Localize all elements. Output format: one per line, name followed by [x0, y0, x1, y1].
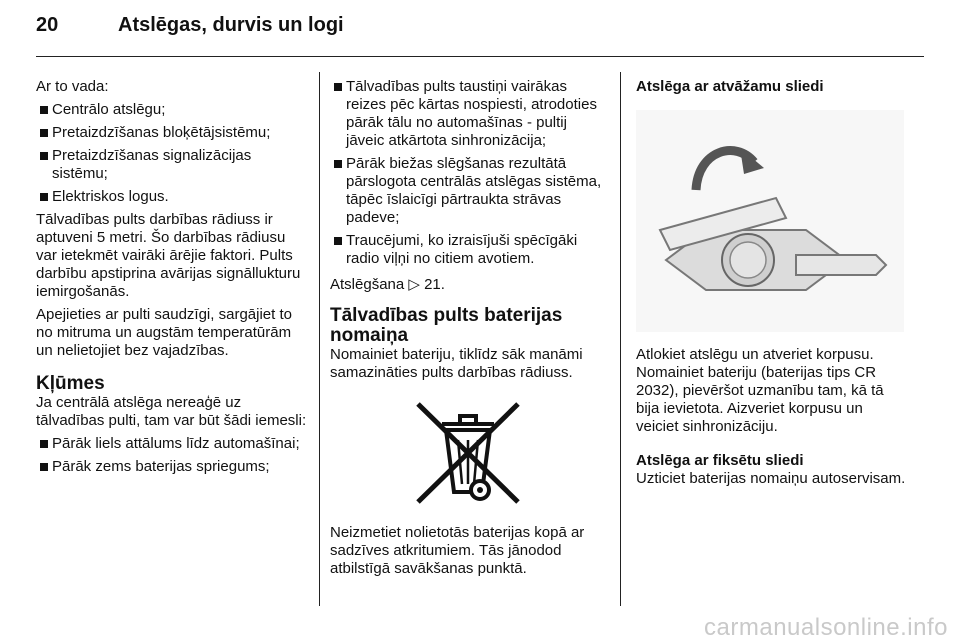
header-rule — [36, 56, 924, 57]
column-3 — [636, 78, 906, 488]
chapter-title: Atslēgas, durvis un logi — [118, 14, 344, 36]
intro-text: Ar to vada: — [36, 78, 109, 95]
bullet-item: Centrālo atslēgu; — [36, 101, 308, 119]
crossed-bin-icon — [408, 398, 528, 510]
column-divider — [620, 72, 621, 606]
bullet-item: Tālvadības pults taustiņi vairākas reizes pēc kārtas nospiesti, atrodoties pārāk tālu no automašīnas - pultij jāveic atkārtota sinhronizācija; — [330, 78, 604, 150]
column-2 — [330, 78, 604, 578]
bullet-item: Pārāk biežas slēgšanas rezultātā pārslogota centrālās atslēgas sistēma, tāpēc īslaicīgi pārtraukta strāvas padeve; — [330, 155, 604, 227]
section-heading: Tālvadības pults baterijas nomaiņa — [330, 305, 563, 346]
subsection-heading: Atslēga ar fiksētu sliedi — [636, 452, 804, 469]
paragraph: Atlokiet atslēgu un atveriet korpusu. Nomainiet bateriju (baterijas tips CR 2032), pievēršot uzmanību tam, kā tā bija ievietota. Aizveriet korpusu un veiciet sinhronizāciju. — [636, 346, 884, 435]
paragraph: Tālvadības pults darbības rādiuss ir aptuveni 5 metri. Šo darbības rādiusu var ietekmēt vairāki ārējie faktori. Pults darbību apstiprina avārijas signāllukturu iemirgošanās. — [36, 211, 301, 300]
bullet-item: Pretaizdzīšanas signalizācijas sistēmu; — [36, 147, 308, 183]
bullet-item: Pārāk zems baterijas spriegums; — [36, 458, 308, 476]
paragraph: Ja centrālā atslēga nereaģē uz tālvadības pulti, tam var būt šādi iemesli: — [36, 394, 307, 429]
bullet-item: Traucējumi, ko izraisījuši spēcīgāki radio viļņi no citiem avotiem. — [330, 232, 604, 268]
column-divider — [319, 72, 320, 606]
bullet-item: Elektriskos logus. — [36, 188, 308, 206]
cross-reference: Atslēgšana ▷ 21. — [330, 276, 445, 293]
paragraph: Nomainiet bateriju, tiklīdz sāk manāmi samazināties pults darbības rādiuss. — [330, 346, 583, 381]
page-number: 20 — [36, 14, 59, 36]
bullet-item: Pretaizdzīšanas bloķētājsistēmu; — [36, 124, 308, 142]
paragraph: Uzticiet baterijas nomaiņu autoservisam. — [636, 470, 906, 487]
watermark-text: carmanualsonline.info — [704, 614, 948, 641]
section-heading: Kļūmes — [36, 373, 105, 394]
paragraph: Neizmetiet nolietotās baterijas kopā ar sadzīves atkritumiem. Tās jānodod atbilstīgā savākšanas punktā. — [330, 524, 585, 577]
paragraph: Apejieties ar pulti saudzīgi, sargājiet to no mitruma un augstām temperatūrām un nelietojiet bez vajadzības. — [36, 306, 292, 359]
column-1 — [36, 78, 308, 476]
bullet-item: Pārāk liels attālums līdz automašīnai; — [36, 435, 308, 453]
subsection-heading: Atslēga ar atvāžamu sliedi — [636, 78, 824, 95]
key-battery-illustration — [636, 110, 904, 332]
